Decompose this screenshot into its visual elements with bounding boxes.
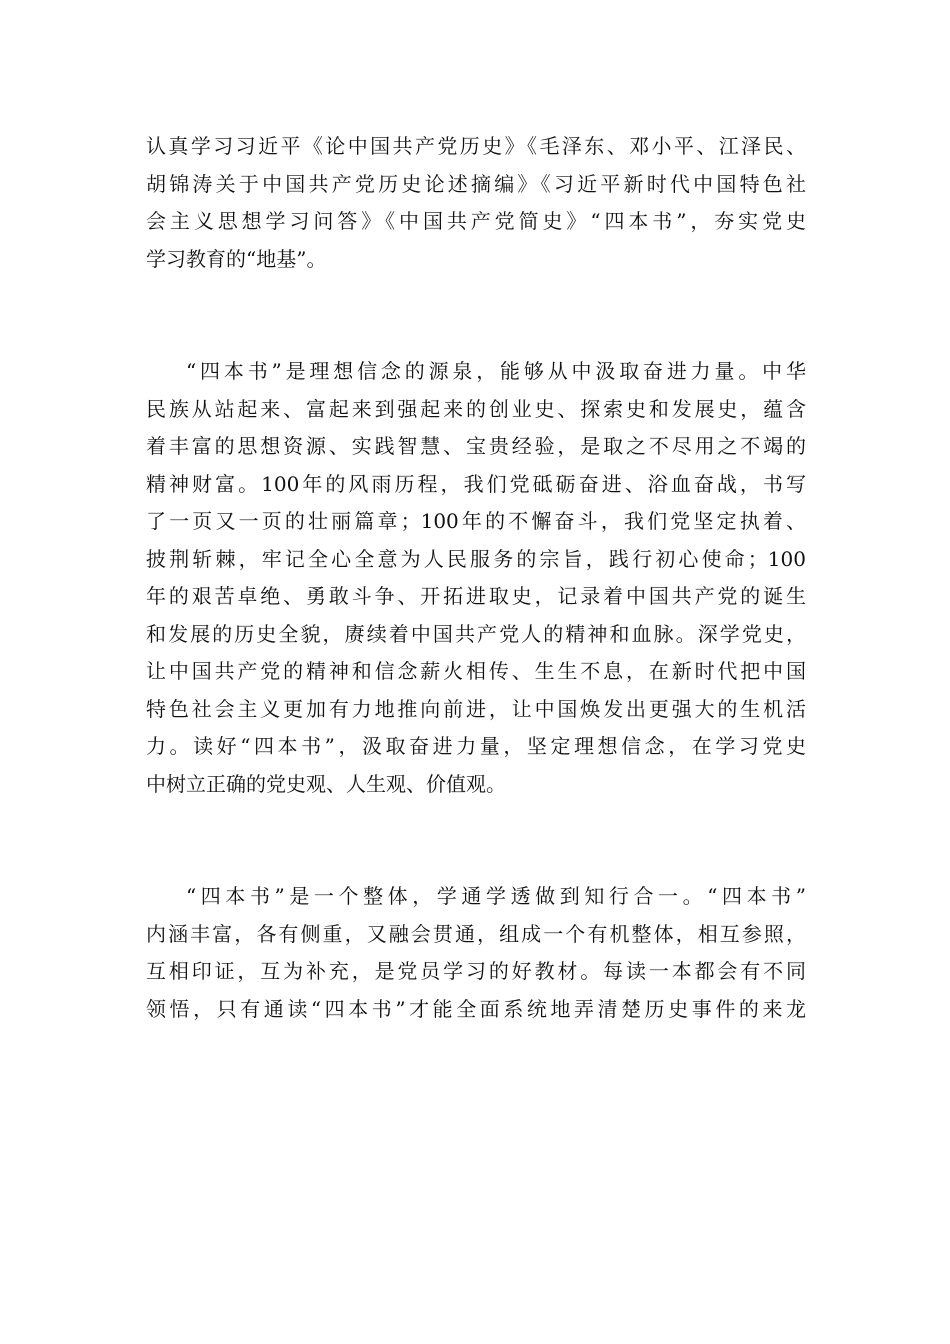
document-body [146, 128, 806, 1028]
paragraph-line: 胡锦涛关于中国共产党历史论述摘编》《习近平新时代中国特色社 [146, 171, 806, 196]
paragraph-line: 着丰富的思想资源、实践智慧、宝贵经验，是取之不尽用之不竭的 [146, 434, 806, 458]
paragraph-line: 会主义思想学习问答》《中国共产党简史》“四本书”，夯实党史 [146, 209, 806, 233]
paragraph-line: 和发展的历史全貌，赓续着中国共产党人的精神和血脉。深学党史， [146, 621, 806, 646]
paragraph-line: 民族从站起来、富起来到强起来的创业史、探索史和发展史，蕴含 [146, 396, 806, 421]
paragraph-line: 让中国共产党的精神和信念薪火相传、生生不息，在新时代把中国 [146, 659, 806, 683]
paragraph-line: 学习教育的“地基”。 [146, 246, 327, 271]
paragraph-1 [146, 128, 806, 278]
paragraph-3 [146, 878, 806, 1028]
paragraph-line: 力。读好“四本书”，汲取奋进力量，坚定理想信念，在学习党史 [146, 734, 806, 758]
paragraph-line: “四本书”是一个整体，学通学透做到知行合一。“四本书” [186, 884, 806, 908]
paragraph-line: 年的艰苦卓绝、勇敢斗争、开拓进取史，记录着中国共产党的诞生 [146, 584, 806, 608]
paragraph-line: “四本书”是理想信念的源泉，能够从中汲取奋进力量。中华 [186, 359, 806, 383]
paragraph-line: 领悟，只有通读“四本书”才能全面系统地弄清楚历史事件的来龙 [146, 996, 806, 1021]
paragraph-line: 了一页又一页的壮丽篇章；100年的不懈奋斗，我们党坚定执着、 [146, 509, 806, 533]
paragraph-2 [146, 353, 806, 803]
paragraph-line: 特色社会主义更加有力地推向前进，让中国焕发出更强大的生机活 [146, 696, 806, 721]
paragraph-line: 中树立正确的党史观、人生观、价值观。 [146, 771, 506, 796]
paragraph-gap [146, 278, 806, 353]
paragraph-line: 认真学习习近平《论中国共产党历史》《毛泽东、邓小平、江泽民、 [146, 134, 806, 158]
paragraph-line: 披荆斩棘，牢记全心全意为人民服务的宗旨，践行初心使命；100 [146, 546, 806, 571]
paragraph-line: 精神财富。100年的风雨历程，我们党砥砺奋进、浴血奋战，书写 [146, 471, 806, 496]
paragraph-gap [146, 803, 806, 878]
paragraph-line: 互相印证，互为补充，是党员学习的好教材。每读一本都会有不同 [146, 959, 806, 983]
paragraph-line: 内涵丰富，各有侧重，又融会贯通，组成一个有机整体，相互参照， [146, 921, 806, 946]
